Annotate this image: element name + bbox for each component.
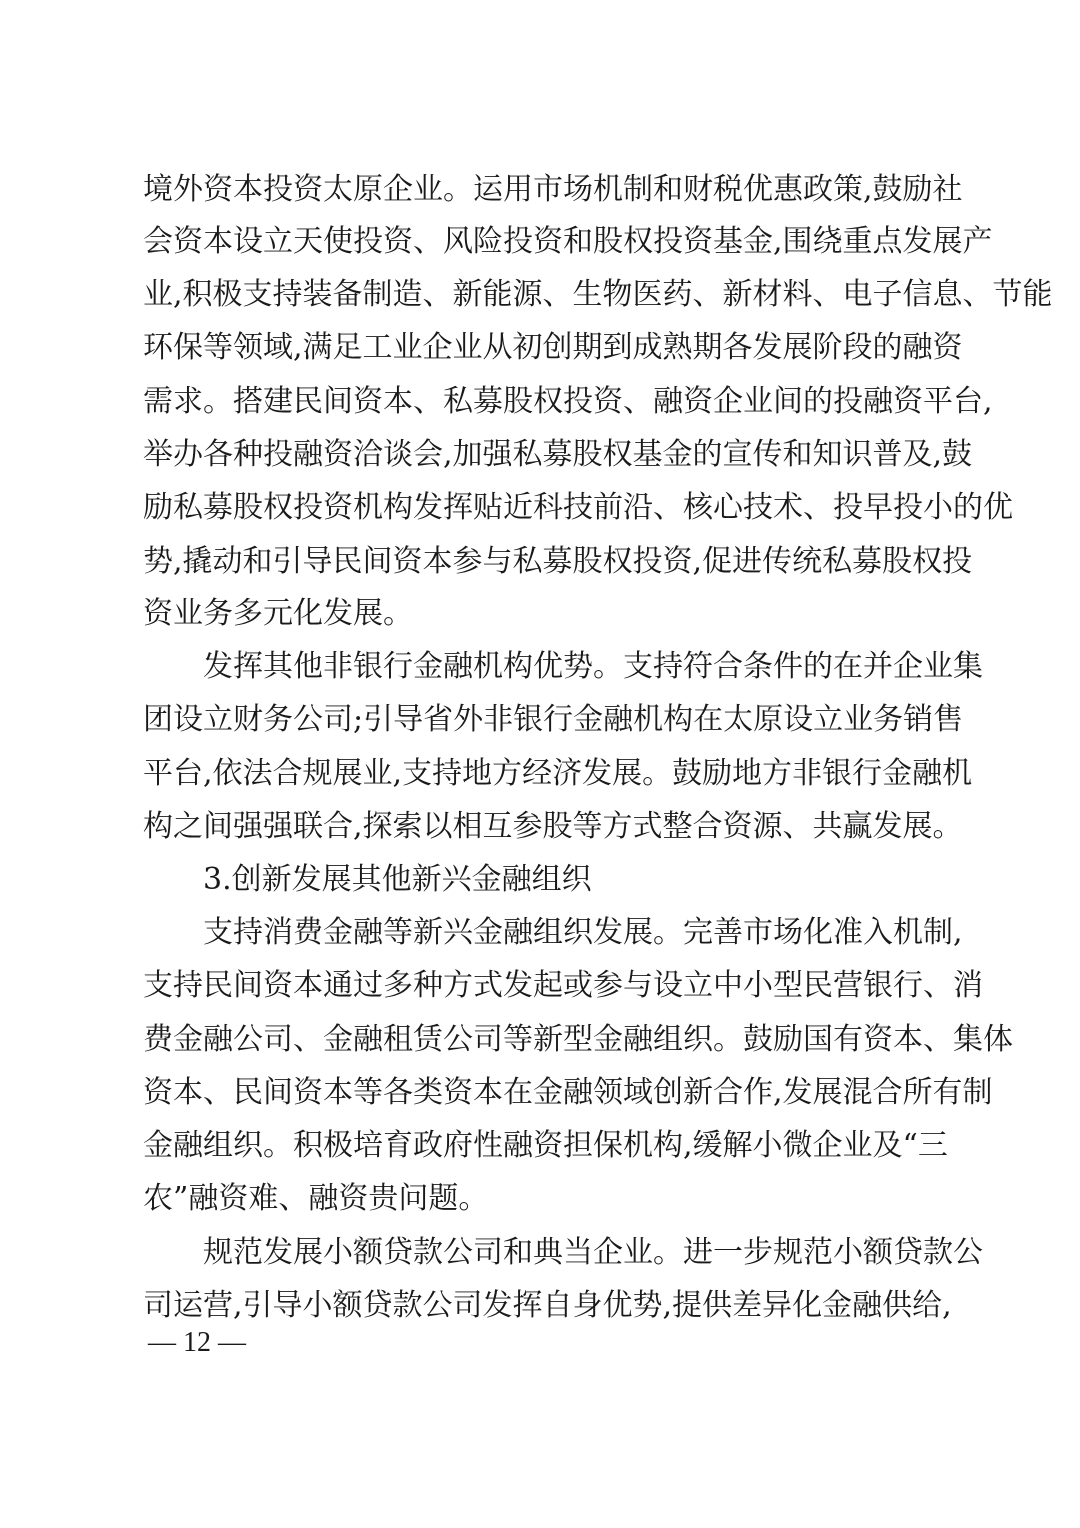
- text-line: 金融组织。积极培育政府性融资担保机构,缓解小微企业及“三: [143, 1128, 948, 1163]
- text-line: 构之间强强联合,探索以相互参股等方式整合资源、共赢发展。: [143, 809, 963, 844]
- text-line: 支持民间资本通过多种方式发起或参与设立中小型民营银行、消: [143, 968, 983, 1003]
- text-line: 农”融资难、融资贵问题。: [143, 1181, 489, 1216]
- text-line: 励私募股权投资机构发挥贴近科技前沿、核心技术、投早投小的优: [143, 490, 1013, 525]
- paragraph-first-line: 支持消费金融等新兴金融组织发展。完善市场化准入机制,: [203, 915, 963, 950]
- text-line: 势,撬动和引导民间资本参与私募股权投资,促进传统私募股权投: [143, 544, 973, 579]
- text-line: 资本、民间资本等各类资本在金融领域创新合作,发展混合所有制: [143, 1075, 993, 1110]
- text-line: 资业务多元化发展。: [143, 596, 413, 631]
- text-line: 团设立财务公司;引导省外非银行金融机构在太原设立业务销售: [143, 702, 964, 737]
- page-number: — 12 —: [148, 1327, 246, 1358]
- section-heading: 3.创新发展其他新兴金融组织: [203, 862, 592, 897]
- text-line: 举办各种投融资洽谈会,加强私募股权基金的宣传和知识普及,鼓: [143, 437, 973, 472]
- text-line: 平台,依法合规展业,支持地方经济发展。鼓励地方非银行金融机: [143, 756, 973, 791]
- text-line: 境外资本投资太原企业。运用市场机制和财税优惠政策,鼓励社: [143, 172, 963, 207]
- text-line: 业,积极支持装备制造、新能源、生物医药、新材料、电子信息、节能: [143, 277, 1053, 312]
- text-line: 费金融公司、金融租赁公司等新型金融组织。鼓励国有资本、集体: [143, 1022, 1013, 1057]
- text-line: 环保等领域,满足工业企业从初创期到成熟期各发展阶段的融资: [143, 330, 963, 365]
- text-line: 会资本设立天使投资、风险投资和股权投资基金,围绕重点发展产: [143, 224, 993, 259]
- text-line: 需求。搭建民间资本、私募股权投资、融资企业间的投融资平台,: [143, 384, 993, 419]
- paragraph-first-line: 发挥其他非银行金融机构优势。支持符合条件的在并企业集: [203, 649, 983, 684]
- paragraph-first-line: 规范发展小额贷款公司和典当企业。进一步规范小额贷款公: [203, 1235, 983, 1270]
- text-line: 司运营,引导小额贷款公司发挥自身优势,提供差异化金融供给,: [143, 1288, 952, 1323]
